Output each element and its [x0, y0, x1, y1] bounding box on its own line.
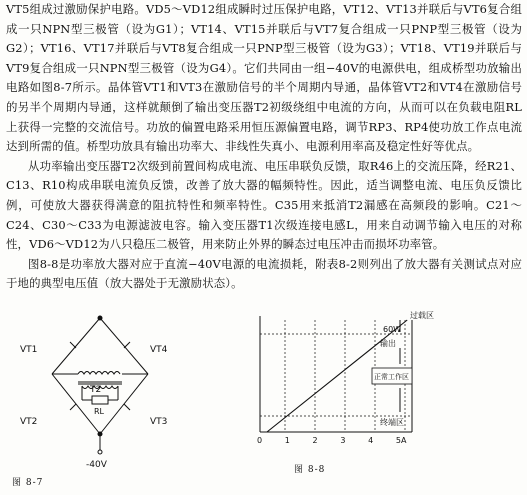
output-label: 输出 — [380, 339, 396, 348]
bridge-circuit-diagram — [10, 312, 210, 472]
figure-8-7-caption: 图 8-7 — [12, 478, 44, 488]
figure-8-7 — [10, 312, 210, 492]
low-zone-label: 终端区 — [380, 418, 404, 427]
x-tick-label: 1 — [284, 436, 290, 445]
t2-label: T2 — [90, 385, 102, 395]
paragraph-2: 从功率输出变压器T2次级到前置间构成电流、电压串联负反馈，取R46上的交流压降，经R21、C13、R10构成串联电流负反馈，改善了放大器的幅频特性。因此，适当调整电流、电压负反馈比例，可使放大器获得满意的阻抗特性和频率特性。C35用来抵消T2漏感在高频段的影响。C21～C24、C30～C33为电源滤波电容。输入变压器T1次级连接电感L，用来自动调节输入电压的对称性，VD6～VD12为八只稳压二极管，用来防止外界的瞬态过电压冲击而损坏功率管。 — [6, 158, 522, 252]
body-text — [6, 0, 522, 294]
vt4-label: VT4 — [150, 345, 168, 355]
vt2-label: VT2 — [20, 417, 38, 427]
normal-zone-label: 正常工作区 — [374, 373, 409, 381]
vt1-label: VT1 — [20, 345, 38, 355]
vt3-label: VT3 — [150, 417, 168, 427]
figure-8-8 — [252, 312, 452, 492]
power-level-label: 60W — [383, 325, 402, 334]
figure-8-8-caption: 图 8-8 — [294, 465, 326, 475]
x-tick-label: 3 — [340, 436, 346, 445]
overload-zone-label: 过载区 — [410, 311, 434, 320]
supply-label: -40V — [86, 460, 107, 470]
x-tick-label: 0 — [257, 436, 263, 445]
current-chart — [252, 312, 432, 447]
x-tick-label: 4 — [368, 436, 374, 445]
paragraph-3: 图8-8是功率放大器对应于直流−40V电源的电流损耗，附表8-2则列出了放大器有关测试点对应于地的典型电压值（放大器处于无激励状态）。 — [6, 256, 522, 291]
x-tick-label: 2 — [312, 436, 318, 445]
rl-label: RL — [94, 407, 105, 416]
paragraph-1: VT5组成过激励保护电路。VD5～VD12组成瞬时过压保护电路，VT12、VT13并联后与VT6复合组成一只NPN型三极管（设为G1）；VT14、VT15并联后与VT7复合组成一只PNP型三极管（设为G2）；VT16、VT17并联后与VT8复合组成一只PNP型三极管（设为G3）；VT18、VT19并联后与VT9复合组成一只NPN型三极管（设为G4）。它们共同由一组−40V的电源供电，组成桥型功放输出电路如图8-7所示。晶体管VT1和VT3在激励信号的半个周期内导通，晶体管VT2和VT4在激励信号的另半个周期内导通，这样就颠倒了输出变压器T2初级绕组中电流的方向，从而可以在负载电阻RL上获得一完整的交流信号。功放的偏置电路采用恒压源偏置电路，调节RP3、RP4使功放工作点电流达到所需的值。桥型功放具有输出功率大、非线性失真小、电源利用率高及稳定性好等优点。 — [6, 2, 522, 154]
x-tick-label: 5A — [395, 436, 407, 445]
